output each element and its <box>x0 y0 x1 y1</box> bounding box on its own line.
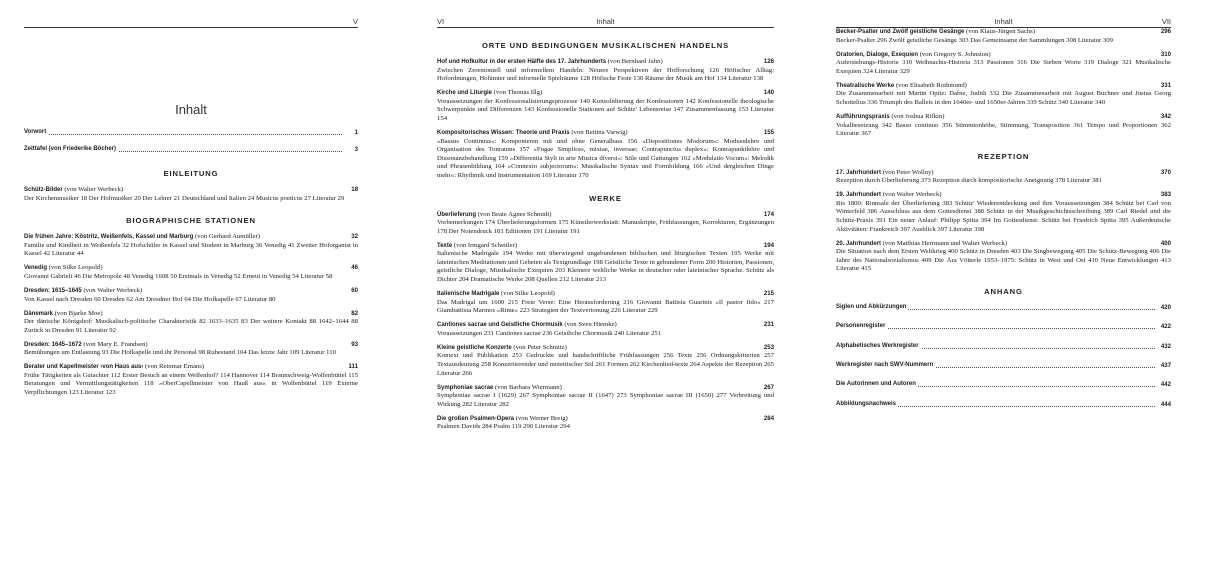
toc-entry[interactable] <box>24 233 358 259</box>
toc-entry-subsections: Giovanni Gabrieli 46 Die Metropole 48 Venedig 1608 50 Erstmals in Venedig 52 Erneut in Venedig 54 Literatur 58 <box>24 272 333 280</box>
toc-entry-page: 60 <box>351 286 358 294</box>
toc-entry-page: 370 <box>1160 168 1171 176</box>
toc-entry[interactable] <box>836 240 1171 274</box>
toc-entry-title: Kleine geistliche Konzerte <box>437 344 512 351</box>
toc-entry-subsections: Zwischen Zeremoniell und informellem Handeln: Neuere Perspektiven der Hofforschung 126 Höfischer Alltag: Hofordnungen, Hofämter und informelle Spielräume 128 Höfische Feste 130 Räume der Musik am Hof 134 Literatur 138 <box>437 66 774 83</box>
toc-page-vi <box>437 14 774 437</box>
toc-entry[interactable] <box>437 242 774 285</box>
toc-entry-author: (von Peter Schmitz) <box>511 343 567 351</box>
toc-line-label: Personenregister <box>836 323 886 330</box>
toc-entry-subsections: Frühe Tätigkeiten als Gutachter 112 Erster Besuch an einem Welfenhof? 114 Hannover 114 Braunschweig-Wolfenbüttel 115 Beratungen und Vermittlungstätigkeiten 118 »OberCapellmeister von Hauß aus« in Wolfenbüttel 119 Externe Verpflichtungen 123 Literatur 123 <box>24 371 358 397</box>
section-heading: ANHANG <box>984 287 1023 297</box>
toc-entry-page: 111 <box>348 363 358 371</box>
toc-line-page: 444 <box>1160 400 1171 408</box>
toc-entry-page: 155 <box>763 128 774 136</box>
toc-line-page: 3 <box>354 146 358 153</box>
toc-entry-subsections: Becker-Psalter 296 Zwölf geistliche Gesänge 303 Das Gemeinsame der Sammlungen 308 Literatur 309 <box>836 36 1113 44</box>
toc-entry-title: 19. Jahrhundert <box>836 192 882 199</box>
toc-entry-title: Becker-Psalter und Zwölf geistliche Gesänge <box>836 29 965 35</box>
toc-entry-head <box>24 264 358 273</box>
toc-entry-title: Theatralische Werke <box>836 82 895 89</box>
toc-entry-author: (von Elisabeth Rothmund) <box>894 81 967 89</box>
toc-entry[interactable] <box>24 341 358 358</box>
toc-line-page: 442 <box>1160 381 1171 389</box>
toc-entry-title: Texte <box>437 242 453 249</box>
running-header <box>437 14 774 28</box>
toc-entry-subsections: Die Situation nach dem Ersten Weltkrieg 400 Schütz in Dresden 403 Die Singbewegung 405 Die Schütz-Bewegung 406 Die Jahre des Nationalsozialismus 409 Die Ära Vötterle 1953–1975: Schütz in West und Ost 410 Neue Entwicklungen 413 Literatur 415 <box>836 248 1171 273</box>
toc-entry[interactable] <box>437 89 774 123</box>
toc-entry-subsections: Familie und Kindheit in Weißenfels 32 Hofschüler in Kassel und Student in Marburg 36 Venedig 41 Zweiter Hoforganist in Kassel 42 Literatur 44 <box>24 241 358 258</box>
toc-entry-author: (von Bettina Varwig) <box>569 128 628 136</box>
toc-entry-title: Cantiones sacrae und Geistliche Chormusik <box>437 322 563 329</box>
toc-entry[interactable] <box>437 415 774 432</box>
toc-entry-author: (von Reinmar Emans) <box>143 363 205 371</box>
toc-line[interactable] <box>836 362 1171 372</box>
toc-line[interactable] <box>836 401 1171 411</box>
toc-line[interactable] <box>836 343 1171 353</box>
toc-blocks <box>24 129 358 398</box>
toc-entry-author: (von Silke Leopold) <box>47 264 103 272</box>
toc-line-label: Abbildungsnachweis <box>836 400 897 407</box>
toc-entry-head <box>24 186 358 195</box>
toc-line-label: Alphabetisches Werkregister <box>836 342 919 349</box>
toc-entry-subsections: Vorbemerkungen 174 Überlieferungsformen 175 Künstlerwerkstatt: Manuskripte, Frühfassungen, Korrekturen, Ergänzungen 178 Der Notendruck 181 Editionen 191 Literatur 191 <box>437 219 774 235</box>
toc-entry-page: 194 <box>763 241 774 249</box>
toc-entry-title: 20. Jahrhundert <box>836 240 882 247</box>
toc-entry[interactable] <box>24 363 358 397</box>
section-heading: EINLEITUNG <box>163 169 219 178</box>
toc-line[interactable] <box>836 304 1171 314</box>
toc-entry-head <box>437 242 774 251</box>
toc-blocks <box>836 28 1171 411</box>
toc-line-page: 432 <box>1160 342 1171 350</box>
toc-entry-subsections: Rezeption durch Überlieferung 373 Rezeption durch kompositorische Aneignung 378 Literatur 381 <box>836 177 1102 185</box>
toc-entry-author: (von Werner Breig) <box>514 414 568 422</box>
toc-line-label: Werkregister nach SWV-Nummern <box>836 361 934 368</box>
toc-entry-head <box>437 211 774 220</box>
toc-entry-page: 284 <box>763 414 774 422</box>
toc-entry-head <box>24 341 358 350</box>
toc-entry-page: 400 <box>1160 239 1171 247</box>
toc-entry-title: Kompositorisches Wissen: Theorie und Praxis <box>437 129 570 136</box>
toc-entry-author: (von Irmgard Scheitler) <box>452 241 518 249</box>
toc-entry-page: 253 <box>763 343 774 351</box>
toc-entry-head <box>836 51 1171 60</box>
toc-entry[interactable] <box>437 290 774 316</box>
toc-line-page: 437 <box>1160 361 1171 369</box>
toc-line-page: 1 <box>354 129 358 136</box>
toc-entry-head <box>836 113 1171 122</box>
toc-entry-author: (von Bjarke Moe) <box>53 309 103 317</box>
toc-entry-author: (von Walter Werbeck) <box>881 191 942 199</box>
toc-entry-page: 310 <box>1160 50 1171 58</box>
toc-entry-author: (von Barbara Wiermann) <box>493 383 562 391</box>
toc-entry-head <box>437 290 774 299</box>
toc-entry-subsections: Psalmen Davids 284 Psalm 119 290 Literatur 294 <box>437 423 570 431</box>
toc-entry-head <box>437 129 774 138</box>
header-title: Inhalt <box>994 17 1013 26</box>
toc-entry[interactable] <box>836 82 1171 108</box>
toc-entry-title: Überlieferung <box>437 211 477 218</box>
toc-entry-page: 331 <box>1160 81 1171 89</box>
toc-entry-subsections: »Bassus Continuus«: Komponieren mit und ohne Generalbass 156 »Dispositiones Modorum«: Modusnlehre und Organisation des Tonraums 157 »Fugae Simplices, mixtae, inversae; Contrapunctus duplex«: Kontrapunktlehre und Dissonanzbehandlung 159 »Differentia Styli in arte Musica diversi«: Stile und Gattungen 162 »Modulatio Vocum«: Melodik und Phrasenbildung 164 »Connexio subjectorum«: Musikalische Syntax und Formbildung 166 »Und dergleichen Dinge mehr«: Rhythmik und Instrumentation 169 Literatur 170 <box>437 137 774 179</box>
toc-entry-subsections: Von Kassel nach Dresden 60 Dresden 62 Am Dresdner Hof 64 Die Hofkapelle 67 Literatur 80 <box>24 295 276 303</box>
toc-entry-subsections: Das Madrigal um 1600 215 Freie Verse: Eine Herausforderung 216 Giovanni Battista Guarinis »Il pastor fido« 217 Giambattista Marinos »Rime« 223 Strategien der Textvertonung 226 Literatur 229 <box>437 298 774 315</box>
toc-entry[interactable] <box>24 186 358 203</box>
toc-entry-title: Die großen Psalmen-Opera <box>437 415 515 422</box>
toc-blocks <box>437 41 774 432</box>
toc-entry-title: Kirche und Liturgie <box>437 90 493 97</box>
running-header <box>836 14 1171 28</box>
toc-entry[interactable] <box>437 344 774 378</box>
toc-entry-head <box>437 415 774 424</box>
toc-entry-title: Die frühen Jahre: Köstritz, Weißenfels, Kassel und Marburg <box>24 234 194 241</box>
toc-entry-subsections: Bemühungen um Entlastung 93 Die Hofkapelle und ihr Personal 98 Ruhestand 104 Das letzte Jahr 109 Literatur 110 <box>24 349 336 357</box>
toc-entry[interactable] <box>437 211 774 237</box>
toc-entry-page: 46 <box>351 264 358 272</box>
toc-line[interactable] <box>24 129 358 139</box>
toc-entry-subsections: Vokalbesetzung 342 Basso continuo 356 Stimmtonhöhe, Stimmung, Transposition 361 Tempo und Proportionen 362 Literatur 367 <box>836 121 1171 138</box>
toc-entry-subsections: Die Zusammenarbeit mit Martin Opitz: Dafne, Judith 332 Die Zusammenarbeit mit August Buchner und Justus Georg Schottelius 336 Triumph des Ballets in den 1640er- und 1650er-Jahren 339 Schütz 340 Literatur 340 <box>836 90 1171 106</box>
toc-page-vii <box>836 14 1171 420</box>
toc-entry-author: (von Walter Werbeck) <box>81 286 143 294</box>
toc-line-page: 422 <box>1160 323 1171 331</box>
toc-line-page: 420 <box>1160 304 1171 312</box>
toc-entry[interactable] <box>836 169 1171 186</box>
toc-entry-head <box>437 58 774 67</box>
toc-entry-title: Hof und Hofkultur in der ersten Hälfte des 17. Jahrhunderts <box>437 59 607 65</box>
toc-entry[interactable] <box>24 264 358 281</box>
header-title: Inhalt <box>596 17 615 26</box>
toc-entry-page: 231 <box>763 321 774 329</box>
toc-entry-title: Oratorien, Dialoge, Exequien <box>836 51 919 58</box>
toc-entry-subsections: Der dänische Königshof: Musikalisch-politische Charakteristik 82 1633–1635 83 Der weitere Kontakt 88 1642–1644 88 Zurück in Dresden 91 Literatur 92 <box>24 318 358 334</box>
toc-entry-author: (von Walter Werbeck) <box>62 186 124 193</box>
toc-line-label: Siglen und Abkürzungen <box>836 304 907 311</box>
toc-entry-author: (von Mary E. Frandsen) <box>81 340 148 348</box>
toc-entry-author: (von Thomas Illg) <box>492 89 543 97</box>
toc-entry-head <box>836 240 1171 249</box>
dot-leader <box>24 134 342 135</box>
header-page-number: V <box>352 17 358 26</box>
toc-entry-page: 126 <box>763 58 774 65</box>
toc-entry[interactable] <box>836 51 1171 77</box>
toc-entry[interactable] <box>437 58 774 84</box>
toc-line[interactable] <box>24 146 358 156</box>
toc-entry-page: 215 <box>763 290 774 298</box>
toc-entry-title: Dresden: 1645–1672 <box>24 341 82 348</box>
toc-entry-page: 82 <box>351 309 358 317</box>
toc-entry-page: 383 <box>1160 191 1171 199</box>
toc-entry-head <box>24 233 358 242</box>
toc-entry-title: Symphoniae sacrae <box>437 384 494 391</box>
toc-page-v <box>24 14 358 403</box>
toc-entry[interactable] <box>24 287 358 304</box>
toc-entry[interactable] <box>836 28 1171 45</box>
running-header <box>24 14 358 28</box>
toc-line-label: Vorwort <box>24 129 47 135</box>
toc-entry-head <box>24 363 358 372</box>
toc-entry[interactable] <box>836 113 1171 139</box>
toc-entry-subsections: Der Kirchenmusiker 18 Der Hofmusiker 20 Der Lehrer 21 Deutschland und Italien 24 Musicus poeticus 27 Literatur 29 <box>24 194 345 202</box>
toc-entry-subsections: Bis 1800: Rinnsale der Überlieferung 383 Schütz' Wiederentdeckung und ihre Voraussetzungen 384 Schütz bei Carl von Winterfeld 386 Ausschluss aus dem Gottesdienst 388 Schütz in der Musikgeschichtsschreibung 389 Carl Riedel und die Schütz-Praxis 391 Ein neuer Anlauf: Philipp Spitta 394 Im Gottesdienst: Schütz bei Friedrich Spitta 395 Außerdeutsche Aktivitäten: Frankreich 397 Ausblick 397 Literatur 398 <box>836 199 1171 233</box>
toc-entry[interactable] <box>437 321 774 338</box>
toc-entry-author: (von Bernhard Jahn) <box>606 58 663 65</box>
toc-entry-author: (von Klaus-Jürgen Sachs) <box>964 28 1036 35</box>
toc-entry-head <box>24 287 358 296</box>
toc-line-label: Zeittafel (von Friederike Böcher) <box>24 146 117 152</box>
toc-entry[interactable] <box>24 310 358 336</box>
toc-entry-author: (von Gerhard Aumüller) <box>193 233 260 241</box>
toc-entry-head <box>437 344 774 353</box>
toc-entry[interactable] <box>836 191 1171 234</box>
toc-entry-author: (von Matthias Herrmann und Walter Werbeck) <box>881 239 1008 247</box>
toc-entry-page: 296 <box>1160 28 1171 35</box>
toc-entry-head <box>836 28 1171 37</box>
toc-line[interactable] <box>836 381 1171 391</box>
toc-entry[interactable] <box>437 384 774 410</box>
toc-entry-title: Dresden: 1615–1645 <box>24 287 82 294</box>
toc-entry-author: (von Silke Leopold) <box>499 290 555 298</box>
toc-line[interactable] <box>836 323 1171 333</box>
section-heading: WERKE <box>589 193 622 203</box>
toc-entry-page: 342 <box>1160 112 1171 120</box>
toc-entry-title: Dänemark <box>24 310 54 317</box>
toc-entry-title: Schütz-Bilder <box>24 187 63 193</box>
section-heading: ORTE UND BEDINGUNGEN MUSIKALISCHEN HANDELNS <box>481 41 730 50</box>
toc-entry-title: Aufführungspraxis <box>836 113 890 120</box>
section-heading: REZEPTION <box>977 151 1030 161</box>
toc-entry-head <box>437 89 774 98</box>
toc-entry-subsections: Kontext und Publikation 253 Gedruckte und handschriftliche Frühfassungen 256 Texte 256 Ordnungskriterien 257 Textausdeutung 258 Konzertierender und motettischer Stil 261 Formen 262 Kirchenlied-texte 264 Aspekte der Rezeption 265 Literatur 266 <box>437 352 774 377</box>
toc-entry-page: 32 <box>351 233 358 241</box>
toc-entry-head <box>836 82 1171 91</box>
toc-entry[interactable] <box>437 129 774 181</box>
toc-entry-head <box>24 310 358 319</box>
toc-entry-page: 140 <box>763 89 774 97</box>
toc-entry-subsections: Auferstehungs-Historie 310 Weihnachts-Historia 313 Passionen 316 Die Sieben Worte 319 Dialoge 321 Musikalische Exequien 324 Literatur 329 <box>836 59 1171 75</box>
toc-entry-author: (von Peter Wollny) <box>881 168 934 176</box>
toc-entry-title: Italienische Madrigale <box>437 291 500 298</box>
toc-entry-page: 18 <box>351 186 358 193</box>
toc-line-label: Die Autorinnen und Autoren <box>836 381 916 388</box>
toc-entry-head <box>437 321 774 330</box>
toc-entry-page: 174 <box>763 210 774 218</box>
header-page-number: VII <box>1161 17 1171 26</box>
toc-entry-title: 17. Jahrhundert <box>836 169 882 176</box>
toc-entry-subsections: Voraussetzungen 231 Cantiones sacrae 236 Geistliche Chormusik 240 Literatur 251 <box>437 329 662 337</box>
toc-entry-title: Venedig <box>24 265 48 272</box>
toc-entry-subsections: Italienische Madrigale 194 Werke mit überwiegend ungebundenen biblischen und liturgischen Texten 195 Werke mit lateinischen Meditationen und Gebeten als Textgrundlage 198 Geistliche Texte in gebundener Form 200 Historien, Passionen, geistliche Dialoge, Musikalische Exequien 203 Kleinere weltliche Werke in deutscher oder lateinischer Sprache. Schütz als Dichter 204 Dramatische Werke 208 Quellen 212 Literatur 213 <box>437 250 774 284</box>
toc-entry-page: 267 <box>763 383 774 391</box>
toc-entry-subsections: Symphoniae sacrae I (1629) 267 Symphoniae sacrae II (1647) 273 Symphoniae sacrae III (1650) 277 Verbreitung und Wirkung 282 Literatur 282 <box>437 392 774 408</box>
toc-entry-title: Berater und Kapellmeister ›von Haus aus‹ <box>24 364 144 371</box>
section-heading: BIOGRAPHISCHE STATIONEN <box>126 216 256 226</box>
toc-entry-author: (von Beate Agnes Schmidt) <box>476 210 552 218</box>
toc-entry-head <box>836 191 1171 200</box>
toc-entry-page: 93 <box>351 340 358 348</box>
header-page-number: VI <box>437 17 445 26</box>
toc-entry-author: (von Gregory S. Johnston) <box>918 50 991 58</box>
toc-entry-head <box>437 384 774 393</box>
toc-entry-head <box>836 169 1171 178</box>
toc-title: Inhalt <box>175 102 207 117</box>
toc-entry-subsections: Voraussetzungen der Konfessionalisierungsprozesse 140 Konsolidierung der Konfessionen 142 Konfessionelle theologische Schwerpunkte und Differenzen 143 Konfessionelle Stationen auf Schütz' Lebensreise 147 Zusammenfassung 153 Literatur 154 <box>437 97 774 122</box>
toc-entry-author: (von Joshua Rifkin) <box>889 112 945 120</box>
toc-entry-author: (von Sven Hiemke) <box>562 321 617 329</box>
